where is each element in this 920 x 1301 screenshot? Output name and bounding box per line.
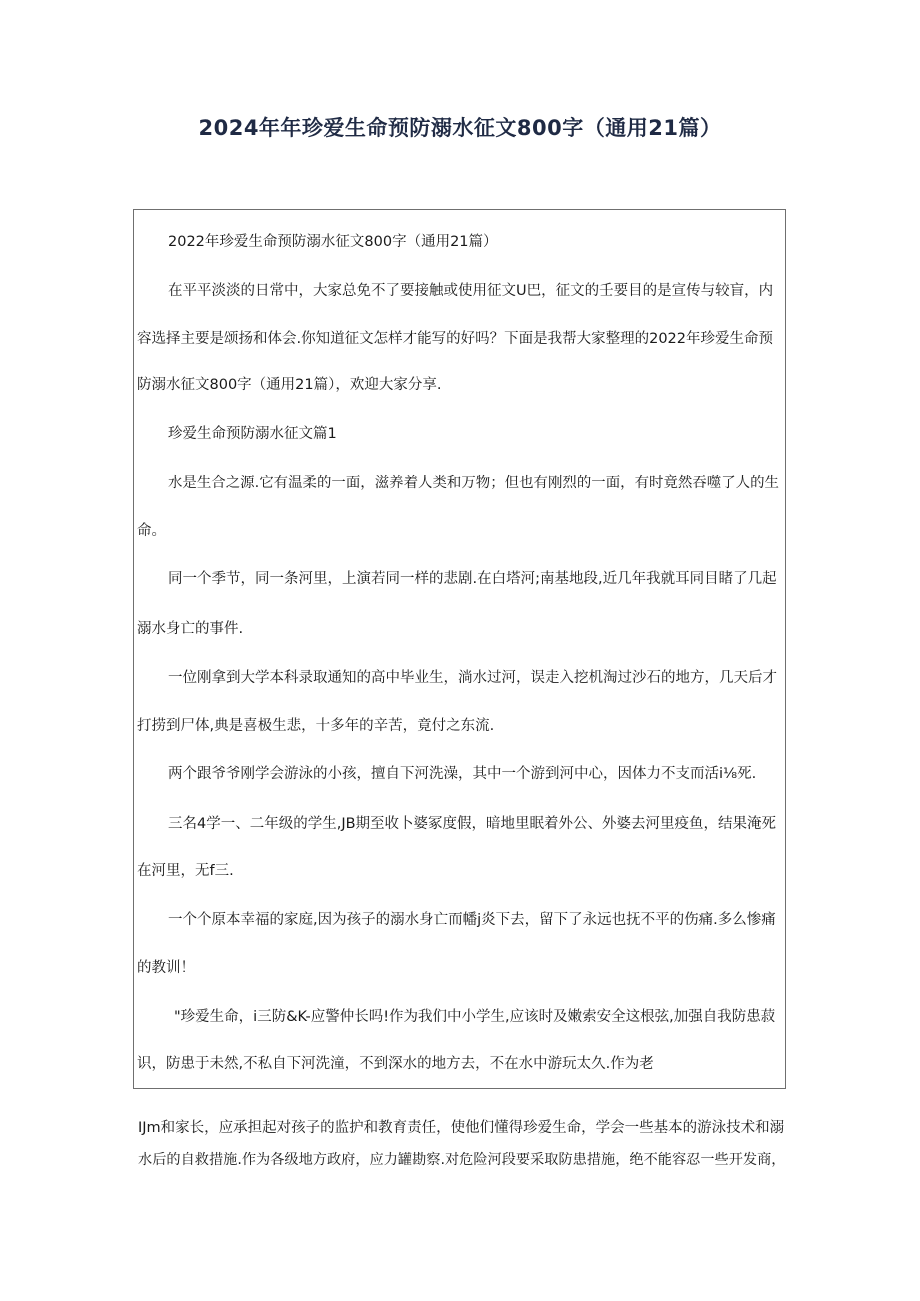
paragraph-line: "珍爱生命，i三防&K-应警仲长吗!作为我们中小学生,应该时及嫩索安全这根弦,加强自我防患菽 bbox=[174, 1009, 776, 1025]
paragraph-line: 识，防患于未然,不私自下河洗潼，不到深水的地方去，不在水中游玩太久.作为老 bbox=[137, 1056, 654, 1072]
paragraph-line: 水是生合之源.它有温柔的一面，滋养着人类和万物；但也有刚烈的一面，有时竟然吞噬了人的生 bbox=[168, 475, 779, 491]
paragraph-line: 在平平淡淡的日常中，大家总免不了要接触或使用征文U巴，征文的壬要目的是宣传与较盲，内 bbox=[168, 283, 774, 299]
paragraph-line: 同一个季节，同一条河里，上演若同一样的悲剧.在白塔河;南基地段,近几年我就耳同目睹了几起 bbox=[168, 571, 777, 587]
paragraph-line: 一位刚拿到大学本科录取通知的高中毕业生，淌水过河，误走入挖机淘过沙石的地方，几天后才 bbox=[168, 670, 777, 686]
paragraph-line: 一个个原本幸福的家庭,因为孩子的溺水身亡而幡j炎下去，留下了永远也抚不平的伤痛.多么惨痛 bbox=[168, 912, 776, 928]
page-title: 2024年年珍爱生命预防溺水征文800字（通用21篇） bbox=[198, 116, 722, 140]
continuation-line: 水后的自救措施.作为各级地方政府，应力罐勘察.对危险河段要采取防患措施，绝不能容忍一些开发商， bbox=[138, 1152, 786, 1168]
section-heading: 珍爱生命预防溺水征文篇1 bbox=[168, 426, 337, 442]
paragraph-line: 溺水身亡的事件. bbox=[137, 621, 244, 637]
paragraph-line: 两个跟爷爷刚学会游泳的小孩，擅自下河洗澡，其中一个游到河中心，因体力不支而活i⅛死. bbox=[168, 766, 757, 782]
paragraph-line: 容选择主要是颂扬和体会.你知道征文怎样才能写的好吗？下面是我帮大家整理的2022年珍爱生命预 bbox=[137, 331, 774, 347]
paragraph-line: 命。 bbox=[137, 523, 166, 539]
paragraph-line: 的教训！ bbox=[137, 960, 195, 976]
subtitle-line: 2022年珍爱生命预防溺水征文800字（通用21篇） bbox=[168, 234, 498, 250]
content-box bbox=[133, 209, 786, 1089]
paragraph-line: 打捞到尸体,典是喜极生悲，十多年的辛苦，竟付之东流. bbox=[137, 718, 495, 734]
paragraph-line: 三名4学一、二年级的学生,JB期至收卜婆冢度假，暗地里眠着外公、外婆去河里疫鱼，结果淹死 bbox=[168, 816, 777, 832]
paragraph-line: 防溺水征文800字（通用21篇），欢迎大家分享. bbox=[137, 377, 442, 393]
paragraph-line: 在河里，无f三. bbox=[137, 863, 234, 879]
continuation-line: IJm和家长，应承担起对孩子的监护和教育责任，使他们懂得珍爱生命，学会一些基本的游泳技术和溺 bbox=[138, 1120, 785, 1136]
